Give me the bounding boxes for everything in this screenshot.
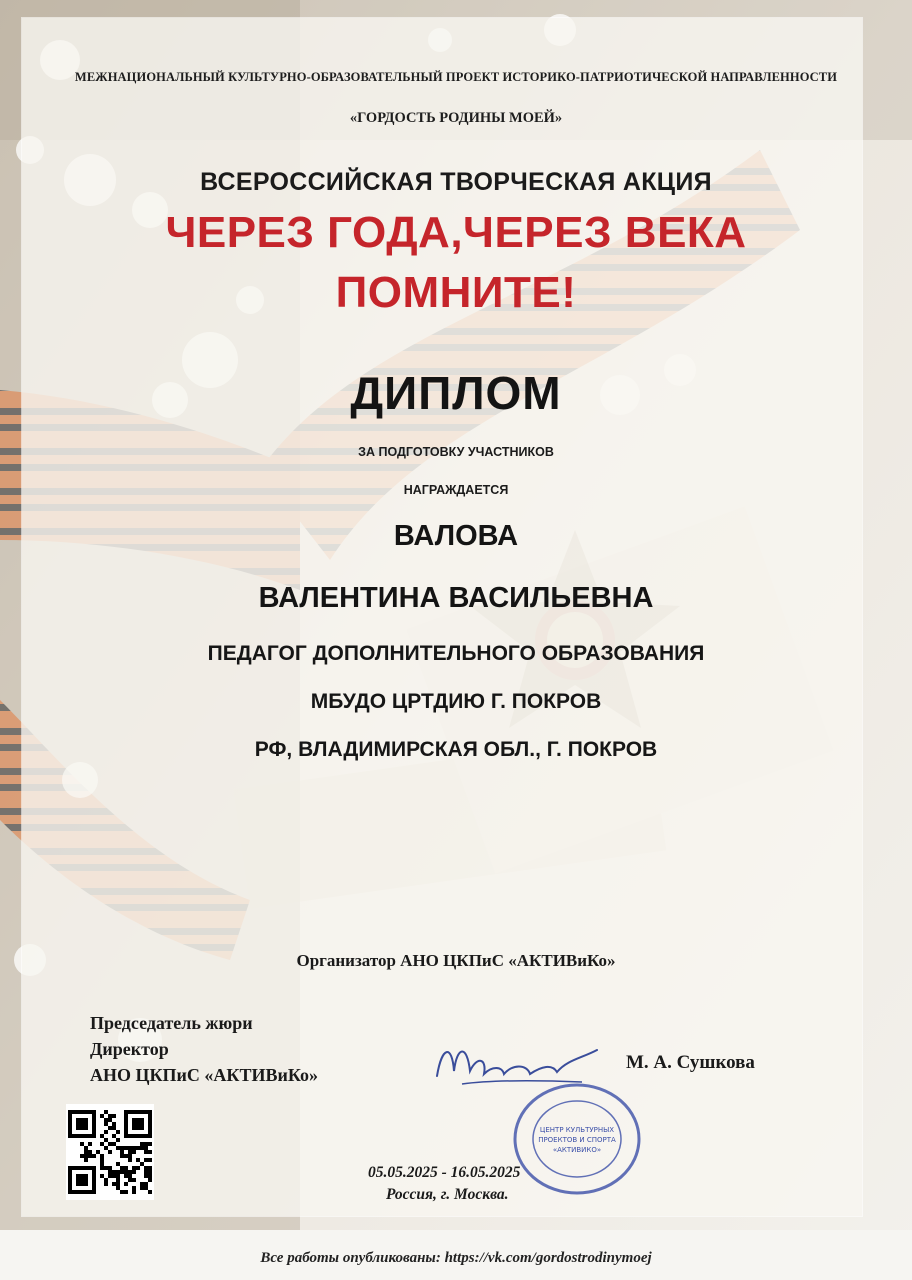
action-title-line1: ЧЕРЕЗ ГОДА,ЧЕРЕЗ ВЕКА <box>165 208 747 257</box>
signatory-line1: Председатель жюри <box>90 1013 253 1033</box>
recipient-organization: МБУДО ЦРТДИЮ Г. ПОКРОВ <box>310 690 602 713</box>
svg-text:ЦЕНТР КУЛЬТУРНЫХ: ЦЕНТР КУЛЬТУРНЫХ <box>539 1126 615 1134</box>
publication-link[interactable]: Все работы опубликованы: https://vk.com/gordostrodinymoej <box>260 1250 652 1266</box>
recipient-position: ПЕДАГОГ ДОПОЛНИТЕЛЬНОГО ОБРАЗОВАНИЯ <box>207 642 705 665</box>
project-name: «ГОРДОСТЬ РОДИНЫ МОЕЙ» <box>349 110 563 126</box>
svg-text:ПРОЕКТОВ И СПОРТА: ПРОЕКТОВ И СПОРТА <box>538 1136 616 1144</box>
signatory-name: М. А. Сушкова <box>626 1052 755 1073</box>
dates-block <box>368 1162 520 1206</box>
svg-text:«АКТИВИКО»: «АКТИВИКО» <box>552 1146 602 1154</box>
event-period: 05.05.2025 - 16.05.2025 <box>368 1164 521 1181</box>
awarded-label: НАГРАЖДАЕТСЯ <box>403 483 509 497</box>
event-place: Россия, г. Москва. <box>386 1186 509 1203</box>
action-title-line2: ПОМНИТЕ! <box>335 268 577 317</box>
signatory-line2: Директор <box>90 1039 169 1059</box>
signatory-line3: АНО ЦКПиС «АКТИВиКо» <box>90 1065 319 1085</box>
diploma-reason: ЗА ПОДГОТОВКУ УЧАСТНИКОВ <box>358 445 554 459</box>
recipient-surname: ВАЛОВА <box>393 520 519 552</box>
recipient-location: РФ, ВЛАДИМИРСКАЯ ОБЛ., Г. ПОКРОВ <box>254 738 658 761</box>
organizer-line: Организатор АНО ЦКПиС «АКТИВиКо» <box>296 951 616 970</box>
qr-code <box>66 1104 154 1200</box>
recipient-given-names: ВАЛЕНТИНА ВАСИЛЬЕВНА <box>258 582 654 614</box>
signatory-title <box>90 1010 318 1088</box>
organization-stamp <box>508 1080 646 1198</box>
action-label: ВСЕРОССИЙСКАЯ ТВОРЧЕСКАЯ АКЦИЯ <box>200 168 712 196</box>
project-description: МЕЖНАЦИОНАЛЬНЫЙ КУЛЬТУРНО-ОБРАЗОВАТЕЛЬНЫЙ ПРОЕКТ ИСТОРИКО-ПАТРИОТИЧЕСКОЙ НАПРАВЛЕННОСТИ <box>74 70 838 84</box>
diploma-title: ДИПЛОМ <box>350 367 562 419</box>
